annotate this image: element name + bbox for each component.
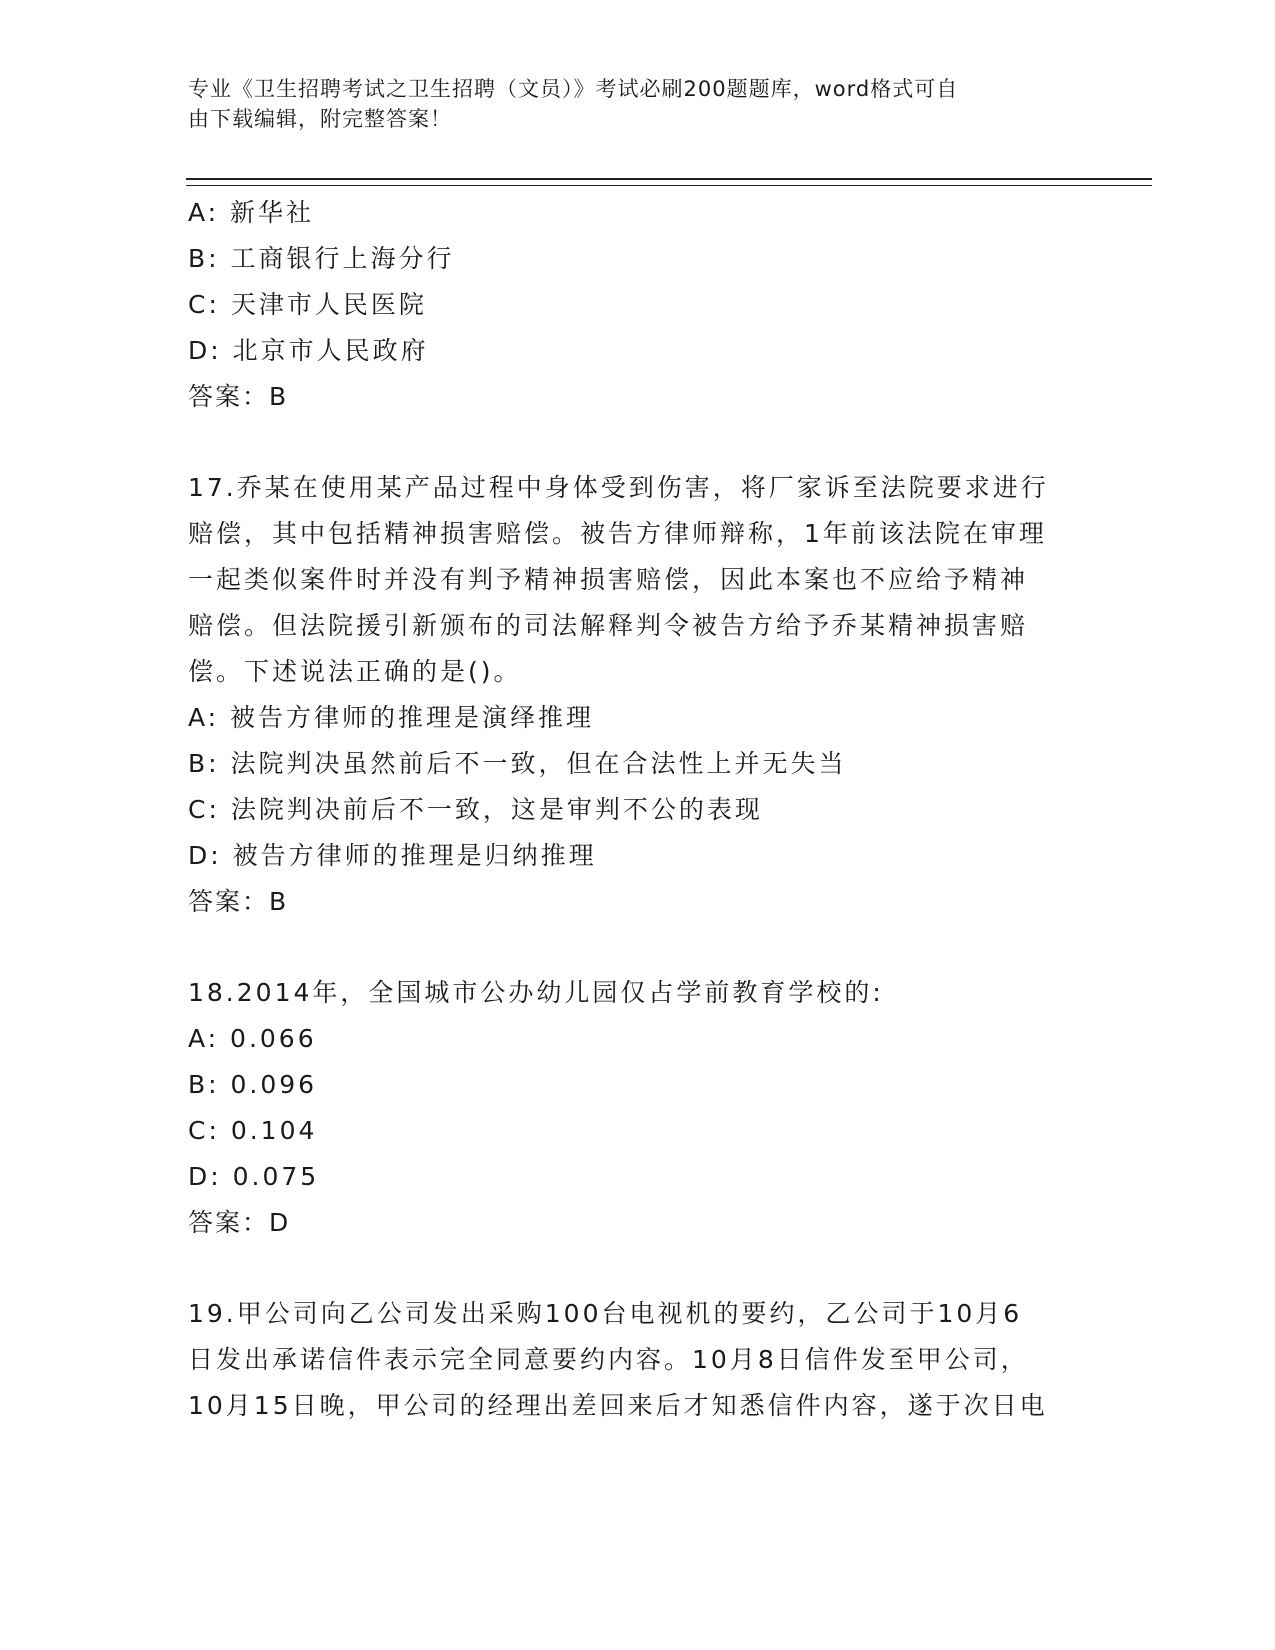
- question-16-block: [188, 190, 1088, 420]
- question-17-block: [188, 465, 1088, 925]
- spacer: [188, 925, 1088, 970]
- q18-option-a: A: 0.066: [188, 1024, 317, 1053]
- q17-text-line-1: 17.乔某在使用某产品过程中身体受到伤害，将厂家诉至法院要求进行: [188, 473, 1049, 502]
- q17-text-line-3: 一起类似案件时并没有判予精神损害赔偿，因此本案也不应给予精神: [188, 565, 1029, 594]
- question-18-block: [188, 970, 1088, 1246]
- q16-option-c: C: 天津市人民医院: [188, 290, 427, 319]
- q16-answer: 答案：B: [188, 382, 289, 411]
- q17-answer: 答案：B: [188, 887, 289, 916]
- q16-option-d: D: 北京市人民政府: [188, 336, 429, 365]
- q17-text-line-4: 赔偿。但法院援引新颁布的司法解释判令被告方给予乔某精神损害赔: [188, 611, 1029, 640]
- header-divider: [186, 178, 1152, 186]
- q17-option-b: B: 法院判决虽然前后不一致，但在合法性上并无失当: [188, 749, 847, 778]
- q19-text-line-3: 10月15日晚，甲公司的经理出差回来后才知悉信件内容，遂于次日电: [188, 1391, 1048, 1420]
- q18-text-line-1: 18.2014年，全国城市公办幼儿园仅占学前教育学校的:: [188, 978, 884, 1007]
- question-19-block: [188, 1291, 1088, 1429]
- q17-text-line-5: 偿。下述说法正确的是()。: [188, 657, 522, 686]
- q18-answer: 答案：D: [188, 1208, 291, 1237]
- q17-option-d: D: 被告方律师的推理是归纳推理: [188, 841, 597, 870]
- q19-text-line-1: 19.甲公司向乙公司发出采购100台电视机的要约，乙公司于10月6: [188, 1299, 1023, 1328]
- header-title-line-2: 由下载编辑，附完整答案！: [188, 107, 452, 131]
- q18-option-c: C: 0.104: [188, 1116, 318, 1145]
- q17-option-a: A: 被告方律师的推理是演绎推理: [188, 703, 595, 732]
- q17-option-c: C: 法院判决前后不一致，这是审判不公的表现: [188, 795, 763, 824]
- header-title-line-1: 专业《卫生招聘考试之卫生招聘（文员）》考试必刷200题题库，word格式可自: [188, 77, 959, 101]
- q19-text-line-2: 日发出承诺信件表示完全同意要约内容。10月8日信件发至甲公司，: [188, 1345, 1029, 1374]
- q18-option-d: D: 0.075: [188, 1162, 320, 1191]
- q16-option-b: B: 工商银行上海分行: [188, 244, 455, 273]
- document-header: [188, 74, 1068, 134]
- q16-option-a: A: 新华社: [188, 198, 315, 227]
- spacer: [188, 1246, 1088, 1291]
- q17-text-line-2: 赔偿，其中包括精神损害赔偿。被告方律师辩称，1年前该法院在审理: [188, 519, 1047, 548]
- q18-option-b: B: 0.096: [188, 1070, 318, 1099]
- question-content: [188, 190, 1088, 1429]
- spacer: [188, 420, 1088, 465]
